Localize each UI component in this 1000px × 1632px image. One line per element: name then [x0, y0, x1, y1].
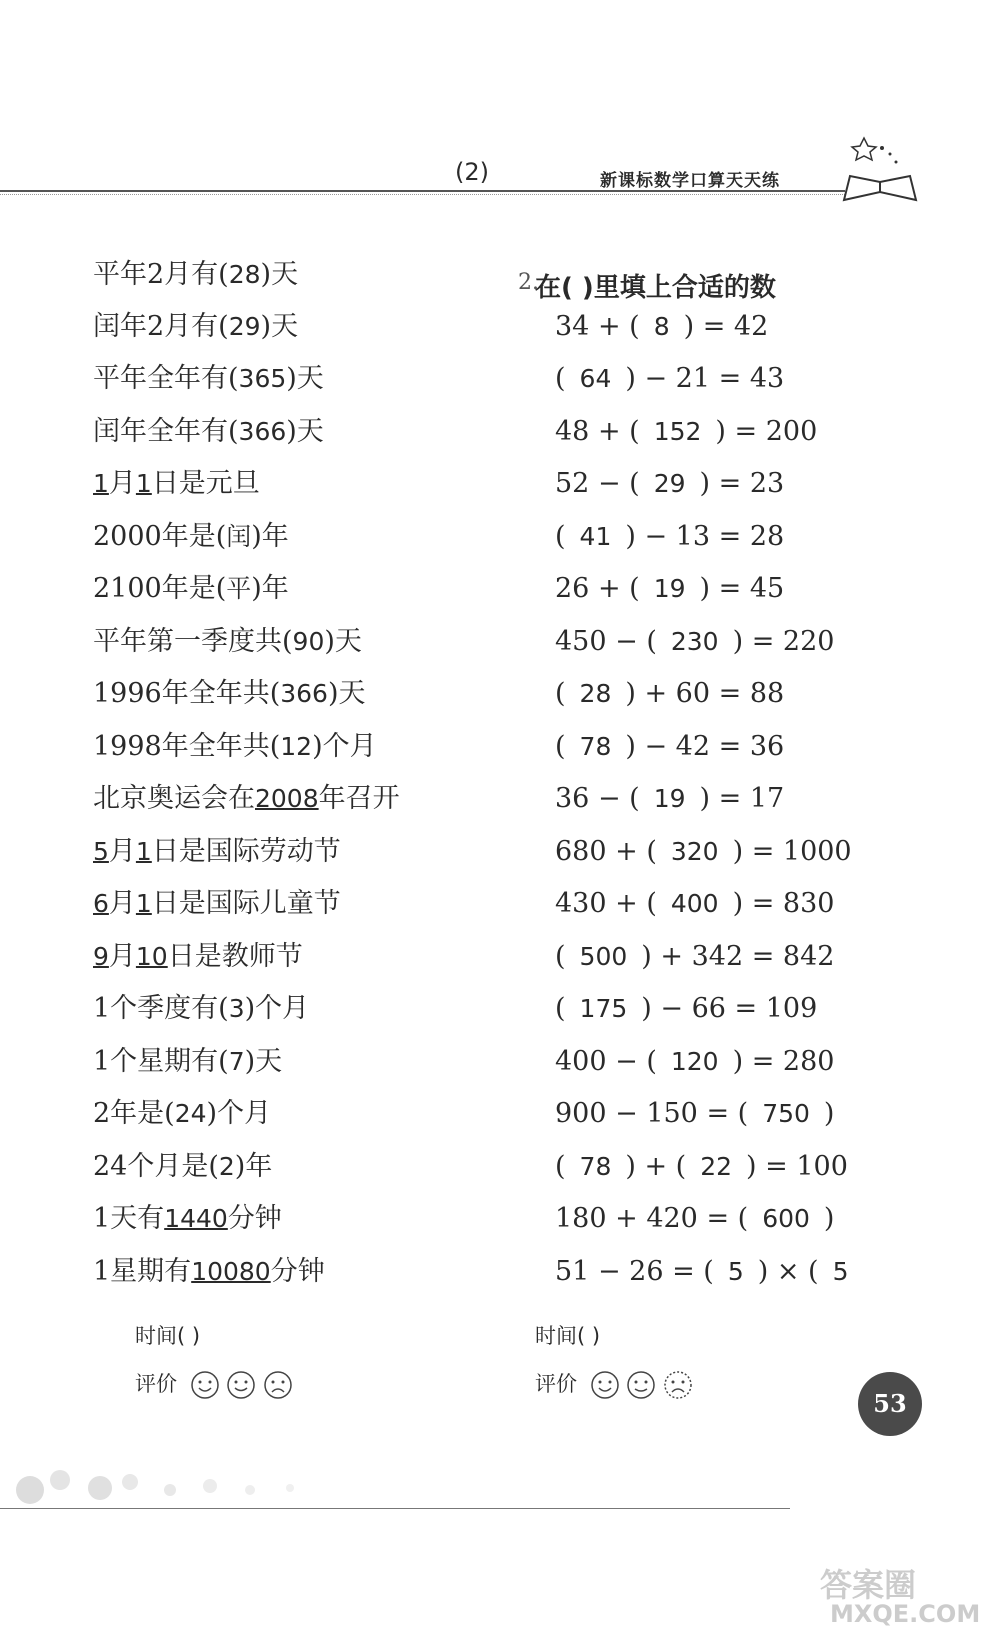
- question-text: 日是国际劳动节: [151, 836, 341, 867]
- question-text: )个月: [312, 731, 377, 762]
- question-text: )天: [286, 363, 324, 394]
- answer-value: 500: [579, 942, 628, 971]
- question-text: 1个季度有(: [93, 993, 229, 1024]
- answer-value: 24: [174, 1099, 207, 1128]
- answer-value: 400: [670, 889, 719, 918]
- answer-value: 6: [93, 889, 109, 918]
- equation-text: 26 + (: [555, 573, 640, 604]
- question-text: 年召开: [318, 783, 400, 814]
- question-text: 1个星期有(: [93, 1046, 229, 1077]
- answer-value: 120: [670, 1047, 719, 1076]
- question-text: 日是国际儿童节: [151, 888, 341, 919]
- equation-text: (: [555, 363, 566, 394]
- rating-faces-right: [590, 1370, 693, 1400]
- answer-value: 5: [727, 1257, 744, 1286]
- equation-text: 430 + (: [555, 888, 657, 919]
- happy-face-icon: [226, 1370, 256, 1400]
- question-text: 2000年是(: [93, 521, 227, 552]
- answer-value: 29: [653, 469, 686, 498]
- answer-value: 366: [280, 679, 328, 708]
- right-equation-row: [555, 1150, 848, 1184]
- equation-text: 51 − 26 = (: [555, 1256, 714, 1287]
- answer-value: 320: [670, 837, 719, 866]
- left-question-row: [93, 782, 400, 816]
- answer-value: 1: [135, 469, 152, 498]
- equation-text: 34 + (: [555, 311, 640, 342]
- answer-value: 9: [93, 942, 109, 971]
- left-question-row: [93, 572, 289, 606]
- equation-text: ) = 200: [715, 416, 818, 447]
- equation-text: ) = 830: [732, 888, 835, 919]
- right-equation-row: [555, 625, 834, 659]
- right-equation-row: [555, 362, 784, 396]
- question-text: 日是教师节: [167, 941, 303, 972]
- question-text: 2年是(: [93, 1098, 175, 1129]
- header-number: (2): [455, 158, 489, 186]
- answer-value: 600: [762, 1204, 810, 1233]
- question-text: 月: [108, 888, 136, 919]
- left-question-row: [93, 1045, 282, 1079]
- watermark-url: MXQE.COM: [830, 1600, 981, 1628]
- equation-text: 48 + (: [555, 416, 640, 447]
- sad-face-icon: [663, 1370, 693, 1400]
- question-text: 闰年全年有(: [93, 416, 239, 447]
- answer-value: 28: [228, 260, 261, 289]
- answer-value: 1: [93, 469, 109, 498]
- rating-label-right: 评价: [535, 1372, 577, 1396]
- equation-text: ) − 66 = 109: [641, 993, 818, 1024]
- left-question-row: [93, 1150, 272, 1184]
- neutral-face-icon: [626, 1370, 656, 1400]
- header-rule-dotted: [0, 194, 845, 195]
- question-text: 1998年全年共(: [93, 731, 281, 762]
- answer-value: 41: [579, 522, 612, 551]
- right-equation-row: [555, 835, 852, 869]
- answer-value: 19: [653, 784, 686, 813]
- section-number: 2.: [518, 270, 539, 295]
- left-question-row: [93, 310, 298, 344]
- rating-faces-left: [190, 1370, 293, 1400]
- rating-right: [535, 1368, 693, 1400]
- answer-value: 10: [135, 942, 168, 971]
- equation-text: 180 + 420 = (: [555, 1203, 749, 1234]
- right-equation-row: [555, 992, 817, 1026]
- question-text: 分钟: [270, 1256, 325, 1287]
- right-equation-row: [555, 520, 784, 554]
- right-equation-row: [555, 467, 784, 501]
- time-label-left: 时间( ): [135, 1324, 201, 1348]
- equation-text: ) = 100: [746, 1151, 848, 1182]
- left-question-row: [93, 730, 377, 764]
- question-text: )天: [327, 678, 366, 709]
- question-text: 月: [108, 836, 136, 867]
- equation-text: (: [555, 678, 566, 709]
- left-question-row: [93, 415, 324, 449]
- left-question-row: [93, 677, 366, 711]
- series-title: 新课标数学口算天天练: [600, 171, 780, 191]
- answer-value: 64: [579, 364, 612, 393]
- left-question-row: [93, 1202, 282, 1236]
- decorative-dots-pattern: [0, 1460, 350, 1510]
- question-text: 1星期有: [93, 1256, 192, 1287]
- answer-value: 19: [653, 574, 686, 603]
- question-text: 平年全年有(: [93, 363, 239, 394]
- equation-text: ) − 42 = 36: [625, 731, 785, 762]
- right-equation-row: [555, 782, 784, 816]
- equation-text: 680 + (: [555, 836, 657, 867]
- left-question-row: [93, 887, 341, 921]
- answer-value: 闰: [226, 522, 252, 551]
- page-number-badge: 53: [858, 1372, 922, 1436]
- rating-left: [135, 1368, 293, 1400]
- answer-value: 22: [700, 1152, 733, 1181]
- answer-value: 29: [228, 312, 261, 341]
- question-text: 北京奥运会在: [93, 783, 255, 814]
- right-equation-row: [555, 940, 834, 974]
- equation-text: 36 − (: [555, 783, 640, 814]
- left-question-row: [93, 467, 260, 501]
- answer-value: 750: [762, 1099, 810, 1128]
- equation-text: 52 − (: [555, 468, 640, 499]
- equation-text: 450 − (: [555, 626, 657, 657]
- question-text: 1996年全年共(: [93, 678, 281, 709]
- answer-value: 平: [226, 574, 252, 603]
- answer-value: 1440: [164, 1204, 228, 1233]
- section-title: 在( )里填上合适的数: [535, 273, 776, 303]
- equation-text: (: [555, 993, 566, 1024]
- equation-text: (: [555, 731, 566, 762]
- answer-value: 175: [579, 994, 628, 1023]
- answer-value: 1: [135, 889, 152, 918]
- right-equation-row: [555, 310, 768, 344]
- answer-value: 2: [218, 1152, 235, 1181]
- answer-value: 8: [653, 312, 670, 341]
- left-question-row: [93, 940, 303, 974]
- question-text: 平年2月有(: [93, 259, 229, 290]
- rating-label-left: 评价: [135, 1372, 177, 1396]
- question-text: 月: [108, 468, 136, 499]
- equation-text: ) − 13 = 28: [625, 521, 785, 552]
- answer-value: 230: [670, 627, 719, 656]
- answer-value: 28: [579, 679, 612, 708]
- question-text: 1天有: [93, 1203, 165, 1234]
- question-text: )天: [244, 1046, 283, 1077]
- answer-value: 3: [228, 994, 245, 1023]
- question-text: 分钟: [227, 1203, 282, 1234]
- open-book-icon: [840, 136, 920, 206]
- question-text: 24个月是(: [93, 1151, 219, 1182]
- equation-text: 900 − 150 = (: [555, 1098, 749, 1129]
- happy-face-icon: [190, 1370, 220, 1400]
- left-question-row: [93, 992, 309, 1026]
- answer-value: 78: [579, 1152, 612, 1181]
- equation-text: (: [555, 941, 566, 972]
- question-text: )个月: [244, 993, 310, 1024]
- answer-value: 5: [93, 837, 109, 866]
- question-text: 闰年2月有(: [93, 311, 229, 342]
- equation-text: ) = 280: [732, 1046, 835, 1077]
- equation-text: (: [555, 1151, 566, 1182]
- question-text: )年: [234, 1151, 273, 1182]
- right-equation-row: [555, 677, 784, 711]
- right-equation-row: [555, 1097, 834, 1131]
- left-question-row: [93, 1097, 271, 1131]
- question-text: )天: [260, 311, 299, 342]
- equation-text: ) + 342 = 842: [641, 941, 835, 972]
- question-text: 月: [108, 941, 136, 972]
- question-text: )天: [260, 259, 299, 290]
- answer-value: 78: [579, 732, 612, 761]
- equation-text: ) = 23: [699, 468, 785, 499]
- answer-value: 152: [653, 417, 702, 446]
- equation-text: ) = 220: [732, 626, 835, 657]
- time-label-right: 时间( ): [535, 1324, 601, 1348]
- answer-value: 5: [832, 1257, 849, 1286]
- equation-text: ): [823, 1203, 835, 1234]
- right-equation-row: [555, 730, 784, 764]
- equation-text: ) = 1000: [732, 836, 852, 867]
- question-text: 日是元旦: [151, 468, 260, 499]
- header-rule: [0, 190, 845, 192]
- right-equation-row: [555, 1045, 834, 1079]
- answer-value: 366: [238, 417, 287, 446]
- right-equation-row: [555, 415, 817, 449]
- question-text: )年: [251, 521, 289, 552]
- equation-text: ) = 45: [699, 573, 785, 604]
- left-question-row: [93, 835, 341, 869]
- answer-value: 2008: [255, 784, 319, 813]
- equation-text: ) × (: [757, 1256, 819, 1287]
- right-equation-row: [555, 1202, 834, 1236]
- left-question-row: [93, 520, 289, 554]
- question-text: 平年第一季度共(: [93, 626, 293, 657]
- left-question-row: [93, 625, 362, 659]
- question-text: )年: [251, 573, 289, 604]
- answer-value: 10080: [191, 1257, 271, 1286]
- left-question-row: [93, 258, 298, 292]
- equation-text: ) + 60 = 88: [625, 678, 785, 709]
- equation-text: ) − 21 = 43: [625, 363, 785, 394]
- equation-text: ) = 17: [699, 783, 785, 814]
- watermark-text: 答案圈: [820, 1566, 917, 1604]
- right-equation-row: [555, 572, 784, 606]
- question-text: )个月: [206, 1098, 272, 1129]
- equation-text: 400 − (: [555, 1046, 657, 1077]
- sad-face-icon: [263, 1370, 293, 1400]
- right-equation-row: [555, 887, 834, 921]
- left-question-row: [93, 1255, 325, 1289]
- happy-face-icon: [590, 1370, 620, 1400]
- equation-text: ): [823, 1098, 835, 1129]
- right-equation-row: [555, 1255, 863, 1289]
- question-text: )天: [286, 416, 324, 447]
- question-text: )天: [324, 626, 362, 657]
- left-question-row: [93, 362, 324, 396]
- answer-value: 365: [238, 364, 287, 393]
- question-text: 2100年是(: [93, 573, 227, 604]
- equation-text: ) + (: [625, 1151, 687, 1182]
- footer-rule: [0, 1508, 790, 1509]
- equation-text: (: [555, 521, 566, 552]
- answer-value: 90: [292, 627, 325, 656]
- equation-text: ) = 42: [683, 311, 769, 342]
- answer-value: 7: [228, 1047, 245, 1076]
- answer-value: 12: [280, 732, 313, 761]
- answer-value: 1: [135, 837, 152, 866]
